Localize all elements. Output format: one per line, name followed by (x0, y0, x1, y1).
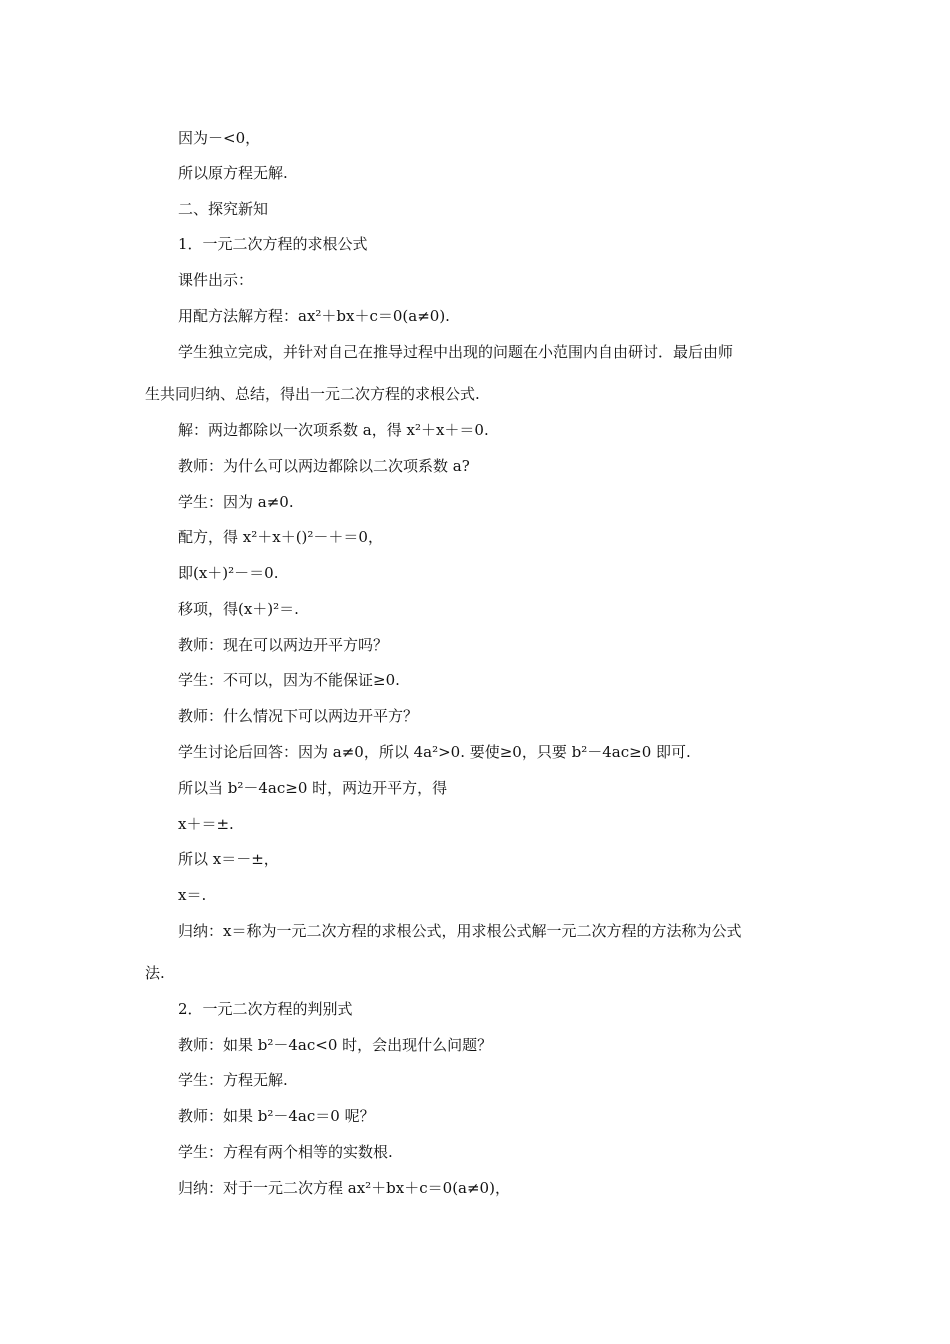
text-line: 法. (145, 964, 165, 982)
text-line: 课件出示： (178, 271, 254, 289)
text-line: 教师：什么情况下可以两边开平方？ (178, 707, 419, 725)
text-line: 即(x＋)²－＝0. (178, 564, 279, 582)
text-line: 用配方法解方程：ax²＋bx＋c＝0(a≠0). (178, 307, 450, 325)
text-line: 所以当 b²－4ac≥0 时，两边开平方，得 (178, 779, 448, 797)
text-line: x＝. (178, 886, 207, 904)
text-line: 归纳：x＝称为一元二次方程的求根公式，用求根公式解一元二次方程的方法称为公式 (178, 922, 742, 940)
text-line: 教师：为什么可以两边都除以二次项系数 a? (178, 457, 470, 475)
text-line: 学生：方程有两个相等的实数根. (178, 1143, 393, 1161)
subsection-heading: 2．一元二次方程的判别式 (178, 1000, 353, 1018)
text-line: 教师：现在可以两边开平方吗？ (178, 636, 389, 654)
text-line: 学生：因为 a≠0. (178, 493, 294, 511)
section-heading: 二、探究新知 (178, 200, 269, 218)
text-line: 学生：不可以，因为不能保证≥0. (178, 671, 400, 689)
text-line: 解：两边都除以一次项系数 a，得 x²＋x＋＝0. (178, 421, 489, 439)
subsection-heading: 1．一元二次方程的求根公式 (178, 235, 368, 253)
text-line: 学生：方程无解. (178, 1071, 288, 1089)
text-line: 学生讨论后回答：因为 a≠0，所以 4a²>0. 要使≥0，只要 b²－4ac≥0 即可. (178, 743, 691, 761)
text-line: 学生独立完成，并针对自己在推导过程中出现的问题在小范围内自由研讨．最后由师 (178, 343, 734, 361)
text-line: 配方，得 x²＋x＋()²－＋＝0， (178, 528, 383, 546)
text-line: 所以原方程无解. (178, 164, 288, 182)
text-line: 所以 x＝－±， (178, 850, 279, 868)
text-line: 归纳：对于一元二次方程 ax²＋bx＋c＝0(a≠0)， (178, 1179, 510, 1197)
text-line: 教师：如果 b²－4ac<0 时，会出现什么问题？ (178, 1036, 493, 1054)
text-line: 生共同归纳、总结，得出一元二次方程的求根公式. (145, 385, 480, 403)
text-line: 因为－<0， (178, 129, 261, 147)
text-line: x＋＝±. (178, 815, 234, 833)
text-line: 移项，得(x＋)²＝. (178, 600, 299, 618)
text-line: 教师：如果 b²－4ac＝0 呢？ (178, 1107, 375, 1125)
